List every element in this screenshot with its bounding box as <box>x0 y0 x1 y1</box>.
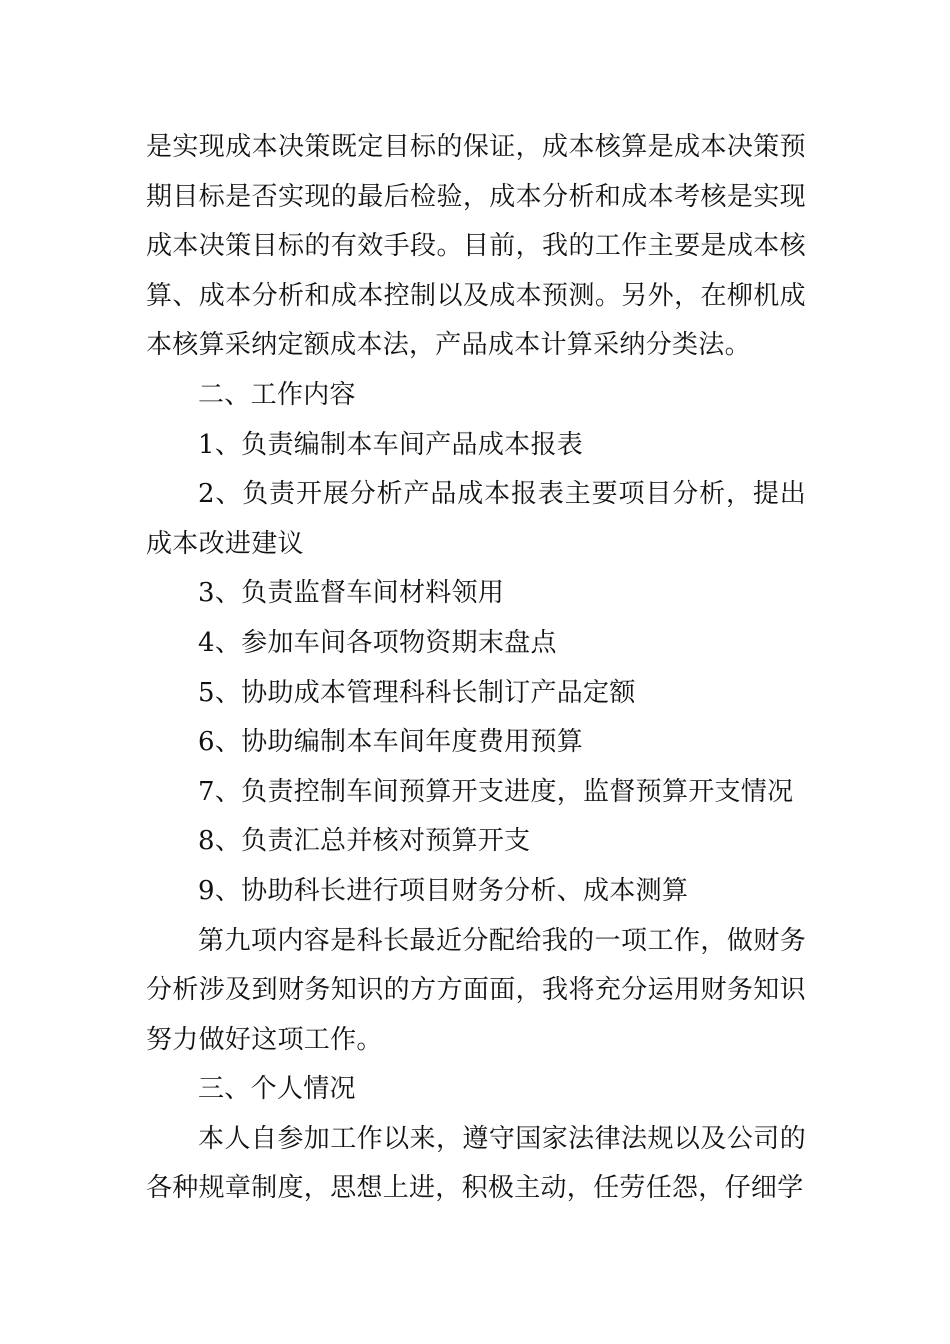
list-item-1: 1、负责编制本车间产品成本报表 <box>198 429 584 460</box>
list-item-2: 2、负责开展分析产品成本报表主要项目分析，提出成本改进建议 <box>146 479 806 559</box>
paragraph-cost-decision: 是实现成本决策既定目标的保证，成本核算是成本决策预期目标是否实现的最后检验，成本分析和成本考核是实现成本决策目标的有效手段。目前，我的工作主要是成本核算、成本分析和成本控制以及成本预测。另外，在柳机成本核算采纳定额成本法，产品成本计算采纳分类法。 <box>146 132 806 361</box>
heading-work-content: 二、工作内容 <box>198 379 356 410</box>
list-item-9: 9、协助科长进行项目财务分析、成本测算 <box>198 875 689 906</box>
paragraph-item-nine-note: 第九项内容是科长最近分配给我的一项工作，做财务分析涉及到财务知识的方方面面，我将充分运用财务知识努力做好这项工作。 <box>146 925 806 1055</box>
heading-personal-situation: 三、个人情况 <box>198 1074 356 1105</box>
list-item-7: 7、负责控制车间预算开支进度，监督预算开支情况 <box>198 776 794 807</box>
document-body <box>146 123 806 1214</box>
list-item-8: 8、负责汇总并核对预算开支 <box>198 826 531 857</box>
list-item-6: 6、协助编制本车间年度费用预算 <box>198 727 584 758</box>
list-item-3: 3、负责监督车间材料领用 <box>198 578 505 609</box>
list-item-5: 5、协助成本管理科科长制订产品定额 <box>198 677 636 708</box>
paragraph-personal-intro: 本人自参加工作以来，遵守国家法律法规以及公司的各种规章制度，思想上进，积极主动，任劳任怨，仔细学 <box>146 1123 806 1204</box>
list-item-4: 4、参加车间各项物资期末盘点 <box>198 627 557 658</box>
